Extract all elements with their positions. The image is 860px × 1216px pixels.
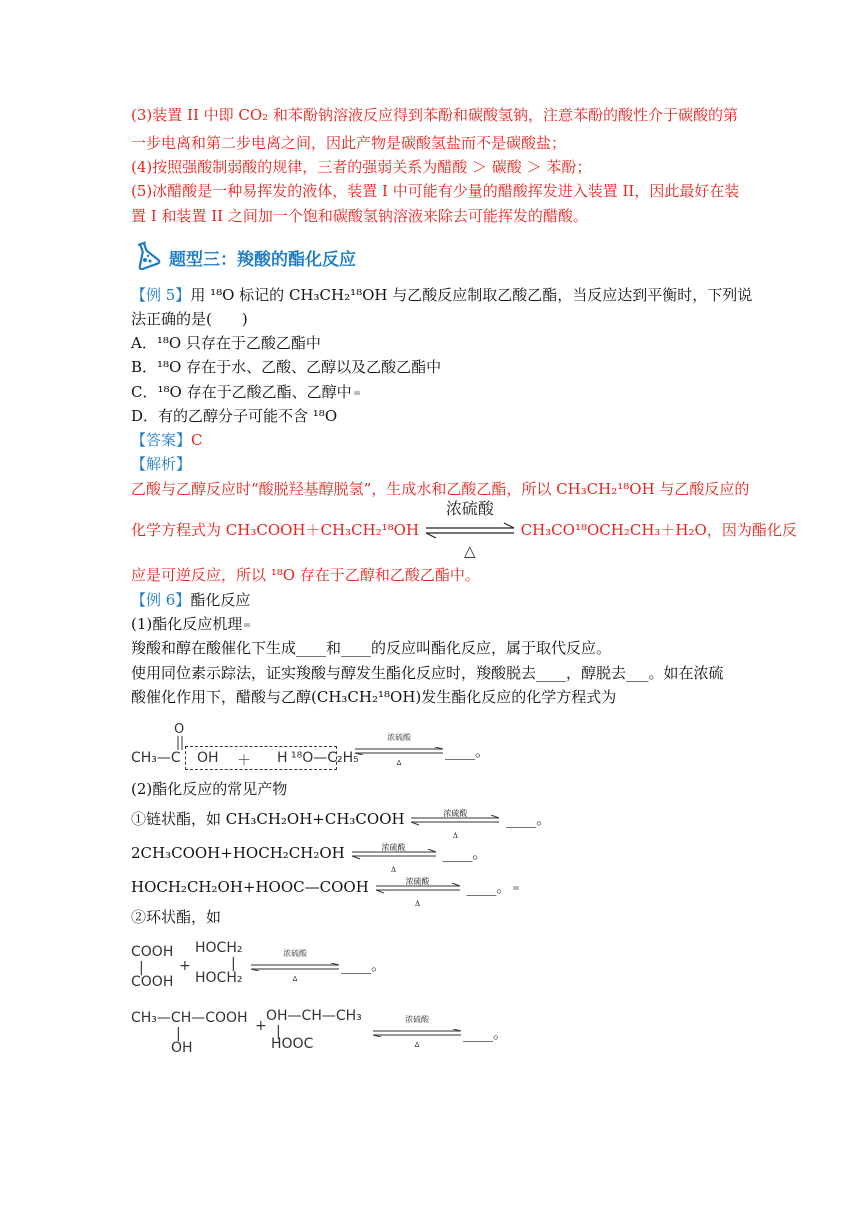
- arrow-condition-top: 浓硫酸: [445, 499, 494, 518]
- r1-blank: ____。: [341, 956, 387, 974]
- r2-b: OH—CH—CH₃: [266, 1008, 362, 1024]
- chain-1-blank: ____。: [506, 810, 552, 828]
- mechanism-formula: [131, 722, 511, 772]
- mark-dot: [244, 623, 250, 627]
- r2-arrow: [371, 1014, 463, 1049]
- option-c: [131, 381, 360, 403]
- ex5-analysis-1: 乙酸与乙醇反应时“酸脱羟基醇脱氢”，生成水和乙酸乙酯，所以 CH₃CH₂¹⁸OH 与乙酸反应的: [131, 480, 750, 498]
- example6-sub2: (2)酯化反应的常见产物: [131, 780, 288, 798]
- sub1-text: (1)酯化反应机理: [131, 615, 243, 633]
- answer-value: C: [191, 431, 203, 449]
- cond-bottom: Δ: [415, 900, 421, 908]
- example6-line1: 羧酸和醇在酸催化下生成____和____的反应叫酯化反应，属于取代反应。: [131, 639, 612, 657]
- mark-dot: [513, 886, 519, 890]
- option-b: B．¹⁸O 存在于水、乙酸、乙醇以及乙酸乙酯中: [131, 358, 442, 376]
- arrow-condition-bottom: △: [464, 542, 476, 560]
- ex5-analysis-2: [131, 499, 797, 560]
- r1-plus: +: [179, 958, 191, 974]
- analysis-line-5: 置 I 和装置 II 之间加一个饱和碳酸氢钠溶液来除去可能挥发的醋酸。: [131, 207, 588, 225]
- chain-1-text: ①链状酯，如 CH₃CH₂OH+CH₃COOH: [131, 810, 405, 828]
- cond-bottom: Δ: [452, 832, 458, 840]
- mech-blank: ____。: [445, 742, 491, 760]
- cond-top: 浓硫酸: [283, 949, 307, 958]
- mech-oh: OH: [197, 750, 219, 766]
- flask-icon: [131, 240, 161, 274]
- example6-header: [131, 589, 250, 611]
- r2-a-sub: OH: [171, 1040, 193, 1056]
- ring-ester-1: COOH | COOH + HOCH₂ | HOCH₂ 浓硫酸 Δ ____。: [131, 940, 387, 990]
- analysis-line-2: 一步电离和第二步电离之间，因此产物是碳酸氢盐而不是碳酸盐；: [131, 134, 567, 152]
- cond-bottom: Δ: [391, 866, 397, 874]
- chain-ester-2: [131, 842, 488, 874]
- cond-top: 浓硫酸: [387, 733, 411, 742]
- r1-a1: COOH: [131, 944, 174, 960]
- example6-line2: 使用同位素示踪法，证实羧酸与醇发生酯化反应时，羧酸脱去____，醇脱去___。如在浓硫: [131, 664, 724, 682]
- option-c-text: C．¹⁸O 存在于乙酸乙酯、乙醇中: [131, 383, 352, 401]
- analysis-line-4: (5)冰醋酸是一种易挥发的液体，装置 I 中可能有少量的醋酸挥发进入装置 II，因此最好在装: [131, 182, 740, 200]
- equation-left: 化学方程式为 CH₃COOH＋CH₃CH₂¹⁸OH: [131, 521, 420, 539]
- chain-ester-3: [131, 876, 519, 908]
- mech-right: ¹⁸O—C₂H₅: [291, 750, 359, 766]
- mech-h: H: [277, 750, 288, 766]
- example5-stem-1: 用 ¹⁸O 标记的 CH₃CH₂¹⁸OH 与乙酸反应制取乙酸乙酯，当反应达到平衡时，下列说: [190, 286, 753, 304]
- example5-stem: [131, 284, 752, 306]
- example6-sub1: [131, 613, 250, 635]
- cond-top: 浓硫酸: [405, 1015, 429, 1024]
- analysis-tag: 【解析】: [131, 455, 192, 473]
- example5-stem-2: 法正确的是( ): [131, 310, 248, 328]
- section-header: [131, 242, 356, 272]
- cond-top: 浓硫酸: [405, 877, 430, 886]
- ring-ester-2: CH₃—CH—COOH | OH + OH—CH—CH₃ | HOOC 浓硫酸 Δ ____。: [131, 1008, 509, 1056]
- cond-bottom: Δ: [414, 1041, 420, 1049]
- cond-bottom: Δ: [396, 759, 402, 767]
- example6-title: 酯化反应: [190, 591, 251, 609]
- example6-tag: 【例 6】: [131, 591, 191, 609]
- r1-a2: COOH: [131, 974, 174, 990]
- mark-dot: [354, 391, 360, 395]
- example6-line3: 酸催化作用下，醋酸与乙醇(CH₃CH₂¹⁸OH)发生酯化反应的化学方程式为: [131, 688, 617, 706]
- answer-tag: 【答案】: [131, 431, 192, 449]
- r1-arrow: [249, 948, 341, 983]
- example5-tag: 【例 5】: [131, 286, 191, 304]
- chain-1-arrow: [409, 809, 501, 840]
- r2-a: CH₃—CH—COOH: [131, 1010, 248, 1026]
- mech-left: CH₃—C: [131, 750, 181, 766]
- mech-arrow: [353, 732, 445, 767]
- answer-row: [131, 429, 203, 451]
- chain-3-text: HOCH₂CH₂OH+HOOC—COOH: [131, 878, 369, 896]
- cond-bottom: Δ: [292, 975, 298, 983]
- r2-blank: ____。: [463, 1024, 509, 1042]
- carbonyl-o: O: [174, 722, 185, 737]
- r1-b1: HOCH₂: [195, 940, 243, 956]
- chain-2-text: 2CH₃COOH+HOCH₂CH₂OH: [131, 844, 345, 862]
- chain-3-blank: ____。: [466, 878, 512, 896]
- cond-top: 浓硫酸: [443, 809, 468, 818]
- section-title: 题型三：羧酸的酯化反应: [169, 249, 356, 270]
- r2-plus: +: [255, 1018, 267, 1034]
- chain-ester-1: [131, 808, 552, 840]
- chain-2-arrow: [350, 843, 438, 874]
- ex5-analysis-3: 应是可逆反应，所以 ¹⁸O 存在于乙醇和乙酸乙酯中。: [131, 566, 480, 584]
- reversible-arrow: [424, 499, 516, 560]
- r1-b2: HOCH₂: [195, 970, 243, 986]
- analysis-line-1: (3)装置 II 中即 CO₂ 和苯酚钠溶液反应得到苯酚和碳酸氢钠，注意苯酚的酸性介于碳酸的第: [131, 106, 738, 124]
- option-d: D．有的乙醇分子可能不含 ¹⁸O: [131, 407, 338, 425]
- mech-plus: ＋: [237, 753, 251, 769]
- chain-3-arrow: [374, 877, 462, 908]
- equation-right: CH₃CO¹⁸OCH₂CH₃＋H₂O，因为酯化反: [520, 521, 797, 539]
- option-a: A．¹⁸O 只存在于乙酸乙酯中: [131, 334, 321, 352]
- analysis-line-3: (4)按照强酸制弱酸的规律，三者的强弱关系为醋酸 ＞ 碳酸 ＞ 苯酚；: [131, 158, 592, 176]
- cond-top: 浓硫酸: [381, 843, 406, 852]
- r2-b-sub: HOOC: [271, 1036, 314, 1052]
- chain-2-blank: ____。: [442, 844, 488, 862]
- ring-ester-label: ②环状酯，如: [131, 908, 222, 926]
